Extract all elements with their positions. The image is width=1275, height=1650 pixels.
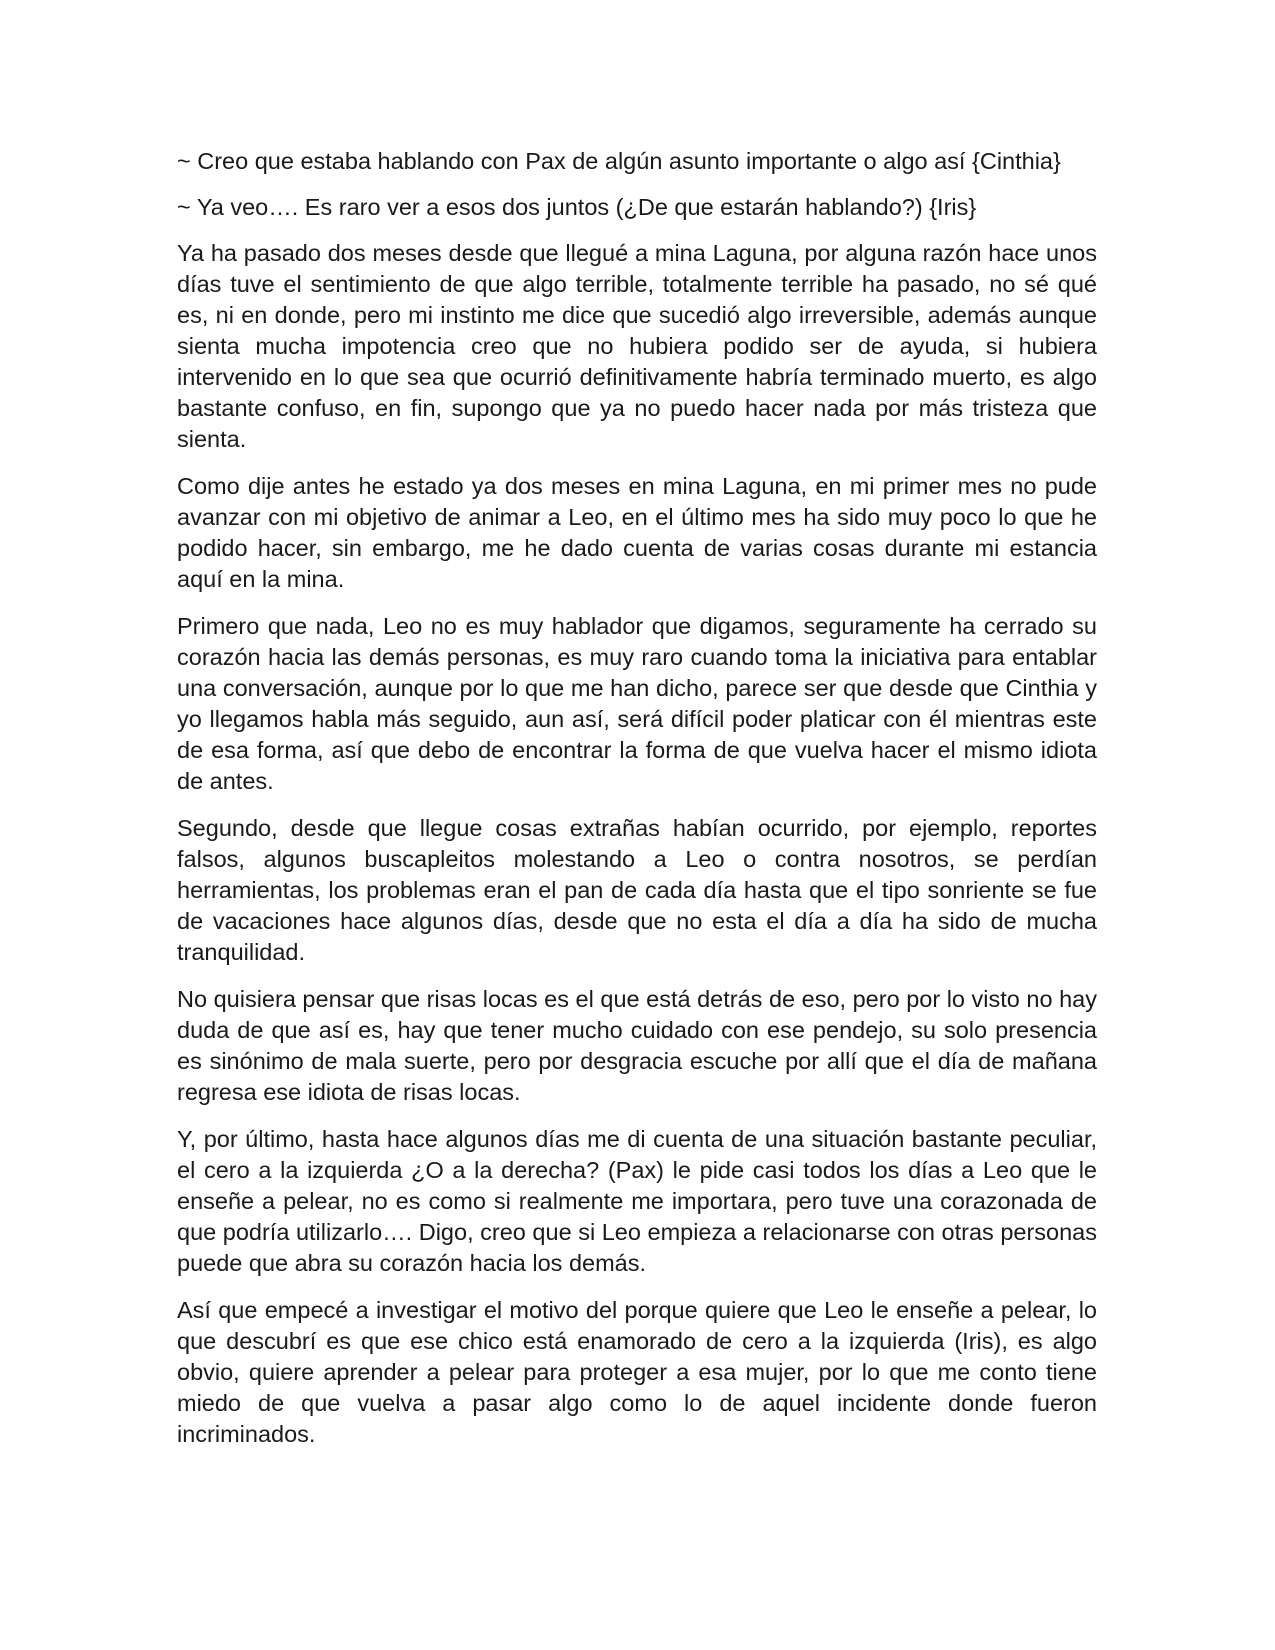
dialogue-line-iris: ~ Ya veo…. Es raro ver a esos dos juntos (¿De que estarán hablando?) {Iris} xyxy=(177,194,977,220)
paragraph-second-point: Segundo, desde que llegue cosas extrañas habían ocurrido, por ejemplo, reportes falsos, algunos buscapleitos molestando a Leo o contra nosotros, se perdían herramientas, los problemas eran el pan de cada día hasta que el tipo sonriente se fue de vacaciones hace algunos días, desde que no esta el día a día ha sido de mucha tranquilidad. xyxy=(177,815,1097,965)
paragraph-two-months: Ya ha pasado dos meses desde que llegué a mina Laguna, por alguna razón hace unos días tuve el sentimiento de que algo terrible, totalmente terrible ha pasado, no sé qué es, ni en donde, pero mi instinto me dice que sucedió algo irreversible, además aunque sienta mucha impotencia creo que no hubiera podido ser de ayuda, si hubiera intervenido en lo que sea que ocurrió definitivamente habría terminado muerto, es algo bastante confuso, en fin, supongo que ya no puedo hacer nada por más tristeza que sienta. xyxy=(177,240,1097,452)
paragraph-investigation: Así que empecé a investigar el motivo del porque quiere que Leo le enseñe a pelear, lo que descubrí es que ese chico está enamorado de cero a la izquierda (Iris), es algo obvio, quiere aprender a pelear para proteger a esa mujer, por lo que me conto tiene miedo de que vuelva a pasar algo como lo de aquel incidente donde fueron incriminados. xyxy=(177,1297,1097,1447)
paragraph-last-point: Y, por último, hasta hace algunos días me di cuenta de una situación bastante peculiar, el cero a la izquierda ¿O a la derecha? (Pax) le pide casi todos los días a Leo que le enseñe a pelear, no es como si realmente me importara, pero tuve una corazonada de que podría utilizarlo…. Digo, creo que si Leo empieza a relacionarse con otras personas puede que abra su corazón hacia los demás. xyxy=(177,1126,1097,1276)
paragraph-first-point: Primero que nada, Leo no es muy hablador que digamos, seguramente ha cerrado su corazón hacia las demás personas, es muy raro cuando toma la iniciativa para entablar una conversación, aunque por lo que me han dicho, parece ser que desde que Cinthia y yo llegamos habla más seguido, aun así, será difícil poder platicar con él mientras este de esa forma, así que debo de encontrar la forma de que vuelva hacer el mismo idiota de antes. xyxy=(177,613,1097,794)
page-body xyxy=(177,146,1097,1466)
dialogue-line-cinthia: ~ Creo que estaba hablando con Pax de algún asunto importante o algo así {Cinthia} xyxy=(177,148,1061,174)
paragraph-objective: Como dije antes he estado ya dos meses en mina Laguna, en mi primer mes no pude avanzar con mi objetivo de animar a Leo, en el último mes ha sido muy poco lo que he podido hacer, sin embargo, me he dado cuenta de varias cosas durante mi estancia aquí en la mina. xyxy=(177,473,1097,592)
paragraph-risas-locas: No quisiera pensar que risas locas es el que está detrás de eso, pero por lo visto no hay duda de que así es, hay que tener mucho cuidado con ese pendejo, su solo presencia es sinónimo de mala suerte, pero por desgracia escuche por allí que el día de mañana regresa ese idiota de risas locas. xyxy=(177,986,1097,1105)
